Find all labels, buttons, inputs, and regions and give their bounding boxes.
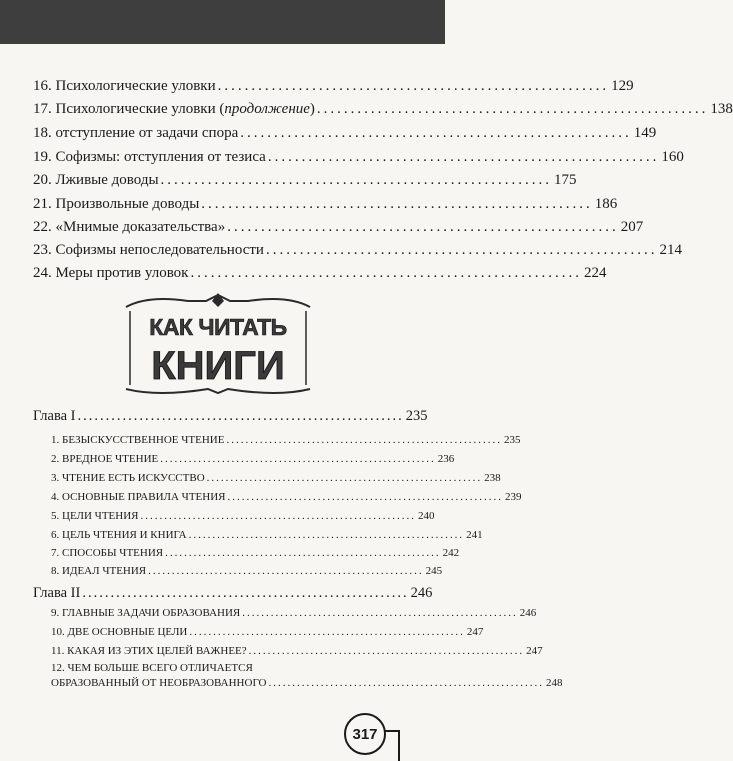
toc-subentry: 1. БЕЗЫСКУССТВЕННОЕ ЧТЕНИЕ .......................................................... 235 (51, 434, 521, 446)
toc-entry-page: 129 (611, 78, 634, 94)
toc-subentry-multiline: 12. ЧЕМ БОЛЬШЕ ВСЕГО ОТЛИЧАЕТСЯ ОБРАЗОВАННЫЙ ОТ НЕОБРАЗОВАННОГО .......................................................... 248 (51, 662, 563, 689)
toc-subentry: 8. ИДЕАЛ ЧТЕНИЯ .......................................................... 245 (51, 565, 443, 577)
section-heading-ornament (118, 293, 318, 397)
chapter-title: Глава I (33, 408, 76, 424)
toc-entry-title: 17. Психологические уловки (продолжение) (33, 101, 315, 117)
toc-entry: 21. Произвольные доводы .......................................................... 186 (33, 196, 618, 212)
toc-subentry: 5. ЦЕЛИ ЧТЕНИЯ .......................................................... 240 (51, 510, 435, 522)
section-heading-line1: КАК ЧИТАТЬ (149, 314, 287, 340)
toc-entry: 17. Психологические уловки (продолжение) .......................................................... 138 (33, 101, 733, 117)
toc-subentry: 6. ЦЕЛЬ ЧТЕНИЯ И КНИГА .......................................................... 241 (51, 529, 483, 541)
toc-subentry: 4. ОСНОВНЫЕ ПРАВИЛА ЧТЕНИЯ .......................................................... 239 (51, 491, 522, 503)
toc-entry-title: 20. Лживые доводы (33, 172, 159, 188)
toc-subentry: 10. ДВЕ ОСНОВНЫЕ ЦЕЛИ .......................................................... 247 (51, 626, 484, 638)
section-heading (118, 293, 318, 397)
toc-subentry: 9. ГЛАВНЫЕ ЗАДАЧИ ОБРАЗОВАНИЯ .......................................................... 246 (51, 607, 537, 619)
chapter-entry: Глава I .......................................................... 235 (33, 408, 428, 424)
chapter-entry: Глава II .......................................................... 246 (33, 585, 433, 601)
chapter-title: Глава II (33, 585, 81, 601)
toc-entry-page: 207 (620, 219, 644, 235)
chapter-page: 246 (410, 585, 433, 601)
toc-entry-page: 160 (661, 149, 684, 165)
chapter-page: 235 (405, 408, 428, 424)
toc-subentry: 3. ЧТЕНИЕ ЕСТЬ ИСКУССТВО .......................................................... 238 (51, 472, 501, 484)
toc-entry-page: 149 (633, 125, 657, 141)
toc-entry-title: 21. Произвольные доводы (33, 196, 200, 212)
toc-entry: 24. Меры против уловок .......................................................... 224 (33, 265, 607, 281)
toc-entry-page: 214 (659, 242, 682, 258)
toc-entry: 22. «Мнимые доказательства» .......................................................... 207 (33, 219, 644, 235)
toc-entry-title: 22. «Мнимые доказательства» (33, 219, 226, 235)
toc-entry-page: 138 (710, 101, 733, 117)
toc-entry: 23. Софизмы непоследовательности .......................................................... 214 (33, 242, 682, 258)
page-corner-decoration (384, 730, 400, 761)
toc-entry-page: 224 (583, 265, 607, 281)
section-heading-line2: КНИГИ (151, 344, 285, 388)
toc-entry: 19. Софизмы: отступления от тезиса .......................................................... 160 (33, 149, 684, 165)
toc-entry-title: 19. Софизмы: отступления от тезиса (33, 149, 266, 165)
toc-entry: 18. отступление от задачи спора .......................................................... 149 (33, 125, 657, 141)
page-number: 317 (344, 713, 386, 755)
toc-entry-title: 16. Психологические уловки (33, 78, 216, 94)
toc-entry-page: 186 (594, 196, 618, 212)
toc-entry-page: 175 (554, 172, 577, 188)
toc-entry: 20. Лживые доводы .......................................................... 175 (33, 172, 577, 188)
toc-subentry: 11. КАКАЯ ИЗ ЭТИХ ЦЕЛЕЙ ВАЖНЕЕ? .......................................................... 247 (51, 645, 543, 657)
toc-entry-title: 23. Софизмы непоследовательности (33, 242, 264, 258)
toc-entry-title: 18. отступление от задачи спора (33, 125, 239, 141)
toc-subentry: 2. ВРЕДНОЕ ЧТЕНИЕ .......................................................... 236 (51, 453, 455, 465)
toc-subentry: 7. СПОСОБЫ ЧТЕНИЯ .......................................................... 242 (51, 547, 460, 559)
top-dark-band (0, 0, 445, 44)
toc-entry-title: 24. Меры против уловок (33, 265, 189, 281)
toc-entry: 16. Психологические уловки .......................................................... 129 (33, 78, 634, 94)
